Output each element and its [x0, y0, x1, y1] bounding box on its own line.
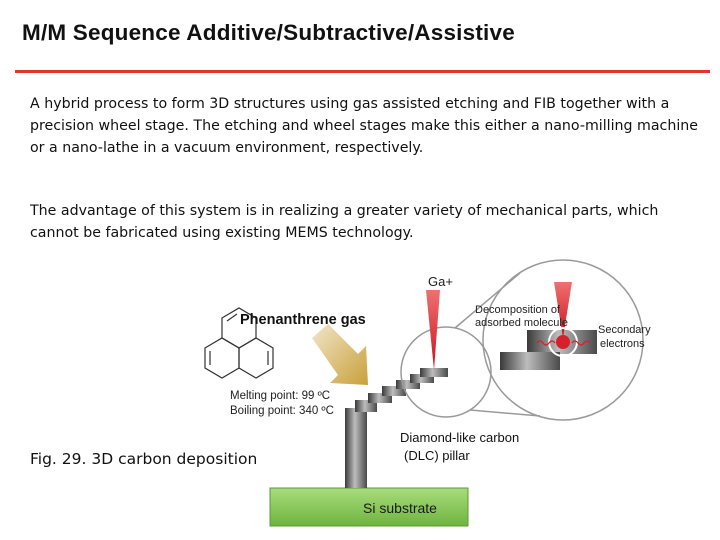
decomposition-label-2: adsorbed molecule — [475, 317, 568, 329]
adsorbed-molecule — [556, 335, 570, 349]
advantage-paragraph: The advantage of this system is in realizing a greater variety of mechanical parts, which cannot be fabricated using existing MEMS technology. — [30, 203, 659, 241]
gas-label: Phenanthrene gas — [240, 312, 366, 328]
decomposition-label-1: Decomposition of — [475, 304, 560, 316]
substrate-label: Si substrate — [363, 500, 437, 516]
intro-paragraph: A hybrid process to form 3D structures using gas assisted etching and FIB together with a precision wheel stage. The etching and wheel stages make this either a nano-milling machine or a nano-lathe in a vacuum environment, respectively. — [30, 96, 699, 156]
secondary-label-1: Secondary — [598, 324, 651, 336]
figure-caption: Fig. 29. 3D carbon deposition — [30, 450, 258, 468]
dlc-pillar — [345, 368, 448, 488]
boiling-point-label: Boiling point: 340 ºC — [230, 405, 334, 417]
magnified-step — [500, 352, 560, 370]
melting-point-label: Melting point: 99 ºC — [230, 390, 331, 402]
gas-flow-arrow — [312, 324, 368, 385]
slide-title: M/M Sequence Additive/Subtractive/Assistive — [22, 20, 515, 45]
pillar-label-1: Diamond-like carbon — [400, 430, 520, 445]
secondary-label-2: electrons — [600, 338, 645, 350]
pillar-label-2: (DLC) pillar — [404, 448, 470, 463]
ion-label: Ga+ — [428, 274, 453, 289]
